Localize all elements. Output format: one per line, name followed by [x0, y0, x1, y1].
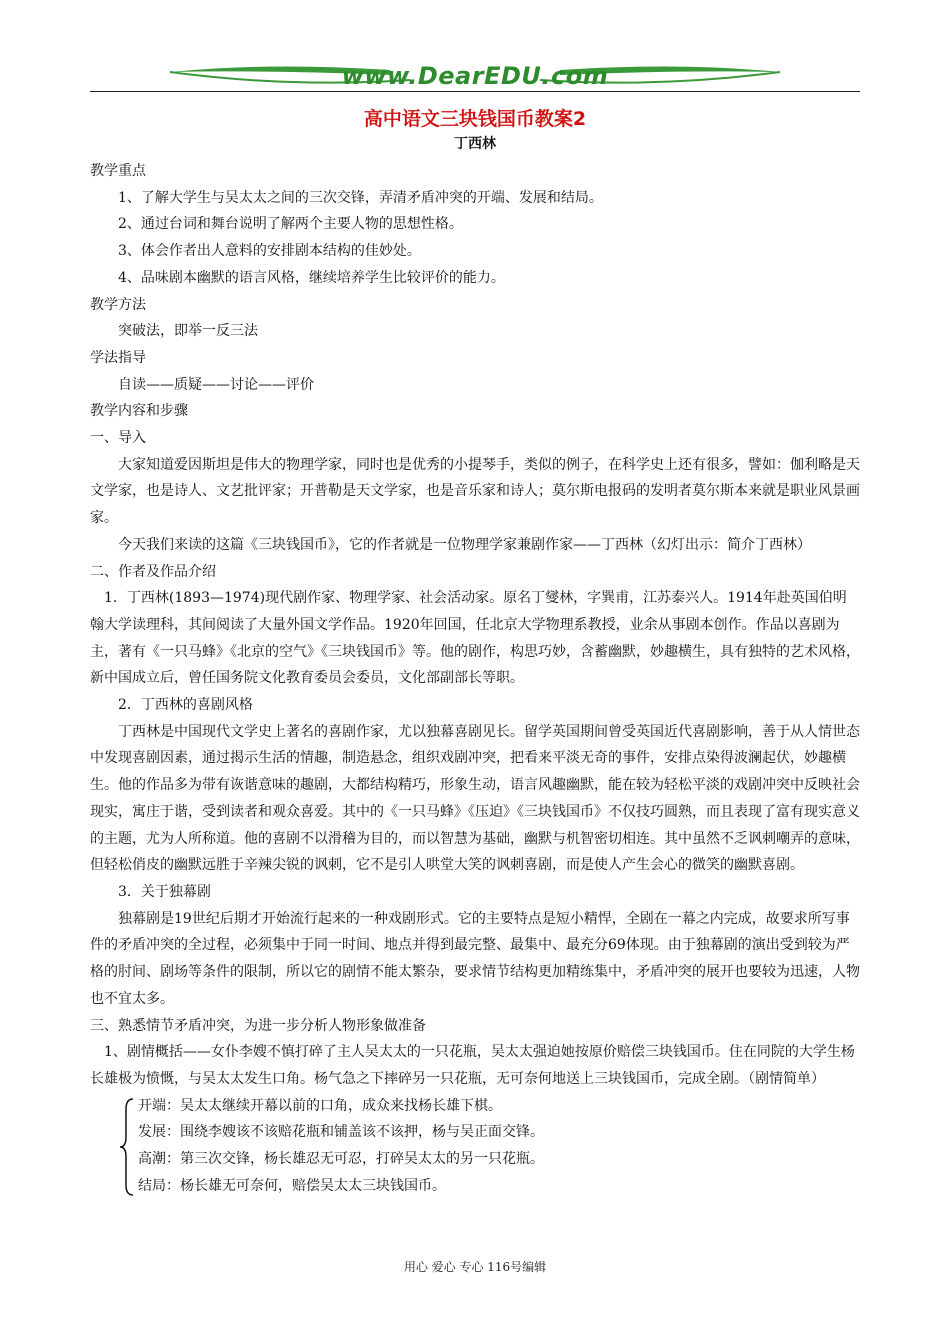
intro-paragraph: 大家知道爱因斯坦是伟大的物理学家，同时也是优秀的小提琴手，类似的例子，在科学史上还有很多，譬如：伽利略是天文学家，也是诗人、文艺批评家；开普勒是天文学家，也是音乐家和诗人；莫尔斯电报码的发明者莫尔斯本来就是职业风景画家。 — [90, 456, 860, 527]
plot-outline — [90, 1093, 860, 1200]
outline-item: 高潮：第三次交锋，杨长雄忍无可忍，打碎吴太太的另一只花瓶。 — [138, 1151, 544, 1168]
plot-paragraph: 1、剧情概括——女仆李嫂不慎打碎了主人吴太太的一只花瓶，吴太太强迫她按原价赔偿三块钱国币。住在同院的大学生杨长雄极为愤慨，与吴太太发生口角。杨气急之下摔碎另一只花瓶，无可奈何地送上三块钱国币，完成全剧。（剧情简单） — [90, 1044, 855, 1087]
subsection-heading-plot: 三、熟悉情节矛盾冲突，为进一步分析人物形象做准备 — [90, 1017, 426, 1034]
method-text: 突破法，即举一反三法 — [118, 323, 258, 340]
site-header-banner — [90, 58, 860, 98]
header-divider — [90, 91, 860, 92]
section-heading-steps: 教学内容和步骤 — [90, 403, 188, 420]
section-heading-guide: 学法指导 — [90, 349, 146, 366]
focus-item: 4、品味剧本幽默的语言风格，继续培养学生比较评价的能力。 — [118, 269, 505, 286]
section-heading-focus: 教学重点 — [90, 163, 146, 179]
outline-item: 发展：围绕李嫂该不该赔花瓶和铺盖该不该押，杨与吴正面交锋。 — [138, 1124, 544, 1141]
curly-brace-icon — [118, 1097, 136, 1197]
focus-item: 2、通过台词和舞台说明了解两个主要人物的思想性格。 — [118, 216, 463, 233]
subsection-heading-intro: 一、导入 — [90, 430, 146, 447]
site-logo: www.DearEDU.com — [341, 62, 609, 90]
outline-item: 开端：吴太太继续开幕以前的口角，成众来找杨长雄下棋。 — [138, 1097, 502, 1114]
document-title: 高中语文三块钱国币教案2 — [363, 108, 587, 130]
document-author: 丁西林 — [454, 136, 496, 152]
focus-item: 1、了解大学生与吴太太之间的三次交锋，弄清矛盾冲突的开端、发展和结局。 — [118, 189, 603, 206]
author-subheading: 2．丁西林的喜剧风格 — [118, 697, 253, 714]
author-paragraph: 1．丁西林(1893—1974)现代剧作家、物理学家、社会活动家。原名丁燮林，字巽甫，江苏泰兴人。1914年赴英国伯明翰大学读理科，其间阅读了大量外国文学作品。1920年回国，任北京大学物理系教授，业余从事剧本创作。作品以喜剧为主，著有《一只马蜂》《北京的空气》《三块钱国币》等。他的剧作，构思巧妙，含蓄幽默，妙趣横生，具有独特的艺术风格，新中国成立后，曾任国务院文化教育委员会委员，文化部副部长等职。 — [90, 590, 860, 687]
page-footer: 用心 爱心 专心 116号编辑 — [403, 1260, 547, 1274]
intro-paragraph: 今天我们来读的这篇《三块钱国币》，它的作者就是一位物理学家兼剧作家——丁西林（幻灯出示：简介丁西林） — [118, 536, 811, 553]
guide-text: 自读——质疑——讨论——评价 — [118, 376, 314, 393]
comedy-style-paragraph: 丁西林是中国现代文学史上著名的喜剧作家，尤以独幕喜剧见长。留学英国期间曾受英国近代喜剧影响，善于从人情世态中发现喜剧因素，通过揭示生活的情趣，制造悬念，组织戏剧冲突，把看来平淡无奇的事件，安排点染得波澜起伏，妙趣横生。他的作品多为带有诙谐意味的趣剧，大都结构精巧，形象生动，语言风趣幽默，能在较为轻松平淡的戏剧冲突中反映社会现实，寓庄于谐，受到读者和观众喜爱。其中的《一只马蜂》《压迫》《三块钱国币》不仅技巧圆熟，而且表现了富有现实意义的主题，尤为人所称道。他的喜剧不以滑稽为目的，而以智慧为基础，幽默与机智密切相连。其中虽然不乏讽刺嘲弄的意味，但轻松俏皮的幽默远胜于辛辣尖锐的讽刺，它不是引人哄堂大笑的讽刺喜剧，而是使人产生会心的微笑的幽默喜剧。 — [90, 723, 860, 874]
outline-item: 结局：杨长雄无可奈何，赔偿吴太太三块钱国币。 — [138, 1177, 446, 1194]
section-heading-method: 教学方法 — [90, 296, 146, 313]
focus-item: 3、体会作者出人意料的安排剧本结构的佳妙处。 — [118, 243, 421, 260]
subsection-heading-author: 二、作者及作品介绍 — [90, 563, 216, 580]
document-body — [90, 158, 860, 1199]
one-act-paragraph: 独幕剧是19世纪后期才开始流行起来的一种戏剧形式。它的主要特点是短小精悍，全剧在一幕之内完成，故要求所写事件的矛盾冲突的全过程，必须集中于同一时间、地点并得到最完整、最集中、最充分69体现。由于独幕剧的演出受到较为严格的肘间、剧场等条件的限制，所以它的剧情不能太繁杂，要求情节结构更加精练集中，矛盾冲突的展开也要较为迅速，人物也不宜太多。 — [90, 910, 860, 1007]
author-subheading: 3．关于独幕剧 — [118, 883, 211, 900]
